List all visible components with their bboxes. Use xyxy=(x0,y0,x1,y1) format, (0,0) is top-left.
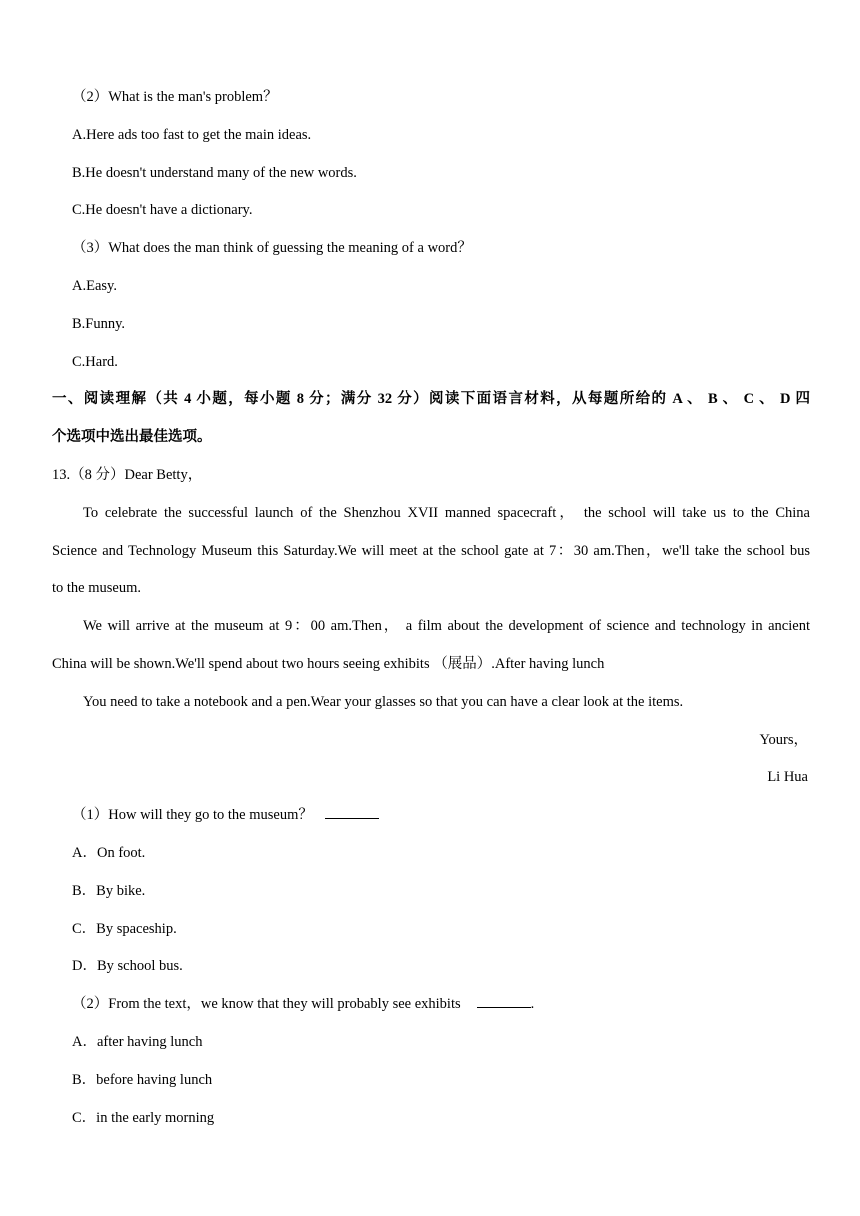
prev-q3-option-b: B.Funny. xyxy=(72,316,126,332)
answer-blank xyxy=(325,806,379,819)
q2-option-b: B．before having lunch xyxy=(72,1072,213,1088)
section-heading-line1: 一、阅读理解（共 4 小题，每小题 8 分；满分 32 分）阅读下面语言材料，从每题所给的 A 、 B 、 C 、 D 四 xyxy=(52,391,810,407)
q2-option-a: A．after having lunch xyxy=(72,1034,203,1050)
q1-stem-text: （1）How will they go to the museum？ xyxy=(72,807,313,823)
section-heading-line2: 个选项中选出最佳选项。 xyxy=(52,429,212,445)
q1-stem xyxy=(72,805,379,825)
passage-number: 13.（8 分）Dear Betty， xyxy=(52,467,203,483)
prev-q2-option-b: B.He doesn't understand many of the new words. xyxy=(72,165,357,181)
prev-q3-option-a: A.Easy. xyxy=(72,278,117,294)
passage-p1-line3: to the museum. xyxy=(52,580,142,596)
prev-q3-stem: （3）What does the man think of guessing the meaning of a word？ xyxy=(72,240,472,256)
letter-signature: Li Hua xyxy=(767,769,808,785)
q1-option-a: A．On foot. xyxy=(72,845,146,861)
q2-stem-end: . xyxy=(530,996,535,1012)
prev-q2-stem: （2）What is the man's problem？ xyxy=(72,89,278,105)
passage-p1-line2: Science and Technology Museum this Saturday.We will meet at the school gate at 7：30 am.Then，we'll take the school bus xyxy=(52,543,810,559)
q1-option-c: C．By spaceship. xyxy=(72,921,177,937)
prev-q3-option-c: C.Hard. xyxy=(72,354,118,370)
q2-stem xyxy=(72,994,534,1014)
q1-option-d: D．By school bus. xyxy=(72,958,183,974)
passage-p1-line1: To celebrate the successful launch of the Shenzhou XVII manned spacecraft， the school will take us to the China xyxy=(83,505,810,521)
q1-option-b: B．By bike. xyxy=(72,883,146,899)
prev-q2-option-c: C.He doesn't have a dictionary. xyxy=(72,202,253,218)
q2-option-c: C．in the early morning xyxy=(72,1110,215,1126)
answer-blank xyxy=(477,995,531,1008)
passage-p3-line1: You need to take a notebook and a pen.Wear your glasses so that you can have a clear look at the items. xyxy=(83,694,684,710)
passage-p2-line1: We will arrive at the museum at 9：00 am.Then， a film about the development of science and technology in ancient xyxy=(83,618,810,634)
letter-closing: Yours， xyxy=(759,732,808,748)
prev-q2-option-a: A.Here ads too fast to get the main ideas. xyxy=(72,127,312,143)
q2-stem-text: （2）From the text，we know that they will probably see exhibits xyxy=(72,996,461,1012)
passage-p2-line2: China will be shown.We'll spend about two hours seeing exhibits （展品）.After having lunch xyxy=(52,656,605,672)
